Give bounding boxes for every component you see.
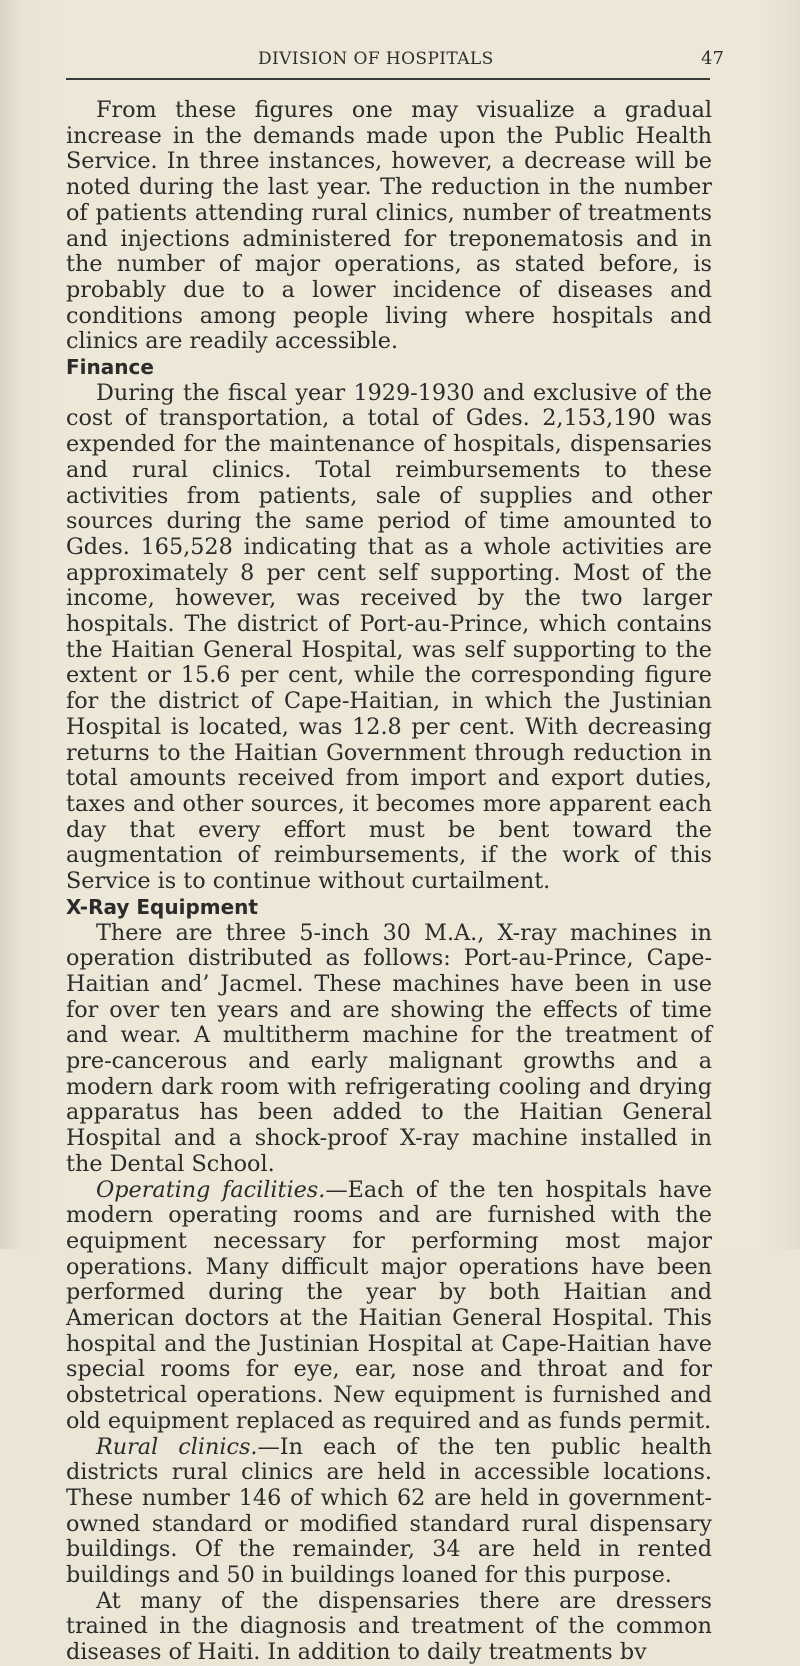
page-number: 47 — [701, 48, 724, 69]
run-in-heading-operating: Operating facilities. — [96, 1176, 326, 1203]
paragraph-operating-facilities — [66, 1178, 712, 1435]
paragraph-operating-text: —Each of the ten hospitals have modern operating rooms and are furnished with the equipment necessary for performing most major operations. Many difficult major operations have been performed during the year by both Haitian and American doctors at the Haitian General Hospital. This hospital and the Justinian Hospital at Cape-Haitian have special rooms for eye, ear, nose and throat and for obstetrical operations. New equipment is furnished and old equipment replaced as required and as funds permit. — [66, 1176, 712, 1434]
paragraph-xray: There are three 5-inch 30 M.A., X-ray machines in operation distributed as follows: Port-au-Prince, Cape-Haitian and’ Jacmel. These machines have been in use for over ten years and are showing the effects of time and wear. A multitherm machine for the treatment of pre-cancerous and early malignant growths and a modern dark room with refrigerating cooling and drying apparatus has been added to the Haitian General Hospital and a shock-proof X-ray machine installed in the Dental School. — [66, 919, 712, 1177]
paragraph-finance: During the fiscal year 1929-1930 and exclusive of the cost of transportation, a total of Gdes. 2,153,190 was expended for the maintenance of hospitals, dispensaries and rural clinics. Total reimbursements to these activities from patients, sale of supplies and other sources during the same period of time amounted to Gdes. 165,528 indicating that as a whole activities are approximately 8 per cent self supporting. Most of the income, however, was received by the two larger hospitals. The district of Port-au-Prince, which contains the Haitian General Hospital, was self supporting to the extent or 15.6 per cent, while the corresponding figure for the district of Cape-Haitian, in which the Justinian Hospital is located, was 12.8 per cent. With decreasing returns to the Haitian Government through reduction in total amounts received from import and export duties, taxes and other sources, it becomes more apparent each day that every effort must be bent toward the augmentation of reimbursements, if the work of this Service is to continue without curtailment. — [66, 379, 712, 895]
section-heading-finance: Finance — [66, 355, 154, 380]
paragraph-rural-clinics — [66, 1435, 712, 1589]
paragraph-rural-text: —In each of the ten public health districts rural clinics are held in accessible locations. These number 146 of which 62 are held in government-owned standard or modified standard rural dispensary buildings. Of the remainder, 34 are held in rented buildings and 50 in buildings loaned for this purpose. — [66, 1433, 712, 1589]
header-rule — [66, 78, 710, 80]
body-text — [66, 98, 712, 1666]
section-heading-xray: X-Ray Equipment — [66, 894, 258, 919]
paragraph-dispensaries: At many of the dispensaries there are dressers trained in the diagnosis and treatment of the common diseases of Haiti. In addition to daily treatments bv — [66, 1587, 712, 1666]
page-header — [0, 0, 800, 80]
paragraph-intro: From these figures one may visualize a gradual increase in the demands made upon the Public Health Service. In three instances, however, a decrease will be noted during the last year. The reduction in the number of patients attending rural clinics, number of treatments and injections administered for treponematosis and in the number of major operations, as stated before, is probably due to a lower incidence of diseases and conditions among people living where hospitals and clinics are readily accessible. — [66, 97, 712, 355]
run-in-heading-rural: Rural clinics. — [96, 1433, 258, 1460]
running-head: DIVISION OF HOSPITALS — [258, 49, 494, 69]
